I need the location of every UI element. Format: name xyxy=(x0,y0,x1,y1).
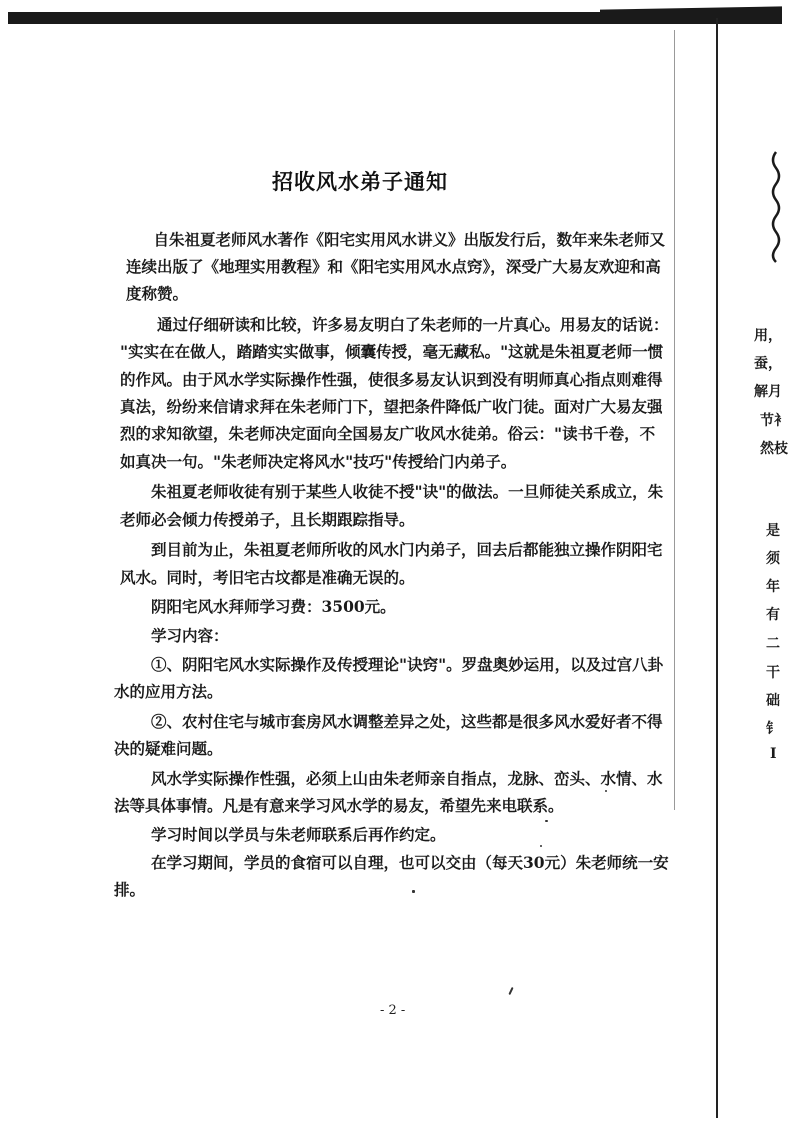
adjacent-char: I xyxy=(770,746,777,762)
adjacent-char: 年 xyxy=(766,579,780,595)
scan-speck xyxy=(545,820,548,822)
text-line: 通过仔细研读和比较，许多易友明白了朱老师的一片真心。用易友的话说： xyxy=(126,315,669,334)
scan-speck xyxy=(540,845,542,847)
text-line: 烈的求知欲望，朱老师决定面向全国易友广收风水徒弟。俗云："读书千卷，不 xyxy=(120,424,656,443)
text-line: 连续出版了《地理实用教程》和《阳宅实用风水点窍》，深受广大易友欢迎和高 xyxy=(126,257,661,276)
text-line: "实实在在做人，踏踏实实做事，倾囊传授，毫无藏私。"这就是朱祖夏老师一惯 xyxy=(120,342,664,361)
text-line: 自朱祖夏老师风水著作《阳宅实用风水讲义》出版发行后，数年来朱老师又 xyxy=(138,230,666,249)
text-line: 在学习期间，学员的食宿可以自理，也可以交由（每天30元）朱老师统一安 xyxy=(120,853,669,872)
text-line: 真法，纷纷来信请求拜在朱老师门下，望把条件降低广收门徒。面对广大易友强 xyxy=(120,397,663,416)
page-title: 招收风水弟子通知 xyxy=(272,170,448,194)
text-line: 度称赞。 xyxy=(126,284,189,303)
text-line: 风水学实际操作性强，必须上山由朱老师亲自指点，龙脉、峦头、水情、水 xyxy=(120,769,663,788)
adjacent-char: 础 xyxy=(766,693,780,709)
adjacent-char: 解月 xyxy=(754,384,782,400)
scan-speck xyxy=(412,890,415,893)
adjacent-char: 干 xyxy=(766,665,780,681)
text-line: 法等具体事情。凡是有意来学习风水学的易友，希望先来电联系。 xyxy=(114,796,564,815)
text-line: ①、阴阳宅风水实际操作及传授理论"诀窍"。罗盘奥妙运用，以及过宫八卦 xyxy=(120,655,664,674)
adjacent-char: 二 xyxy=(766,636,780,652)
text-line: 朱祖夏老师收徒有别于某些人收徒不授"诀"的做法。一旦师徒关系成立，朱 xyxy=(120,482,664,501)
adjacent-page-fragment xyxy=(750,0,788,1122)
adjacent-char: 须 xyxy=(766,551,780,567)
adjacent-char: 蚕， xyxy=(754,356,782,372)
adjacent-char: 钅 xyxy=(766,721,780,737)
adjacent-char: 用， xyxy=(754,328,782,344)
adjacent-char: 节衤 xyxy=(760,413,788,429)
adjacent-char: 然枝 xyxy=(760,441,788,457)
adjacent-char: 有 xyxy=(766,607,780,623)
text-line: 老师必会倾力传授弟子，且长期跟踪指导。 xyxy=(120,510,415,529)
text-line: ②、农村住宅与城市套房风水调整差异之处，这些都是很多风水爱好者不得 xyxy=(120,712,663,731)
text-line: 阴阳宅风水拜师学习费：3500元。 xyxy=(120,597,396,616)
text-line: 的作风。由于风水学实际操作性强，使很多易友认识到没有明师真心指点则难得 xyxy=(120,370,663,389)
adjacent-char: 是 xyxy=(766,523,780,539)
text-line: 学习内容： xyxy=(120,626,229,645)
text-line: 到目前为止，朱祖夏老师所收的风水门内弟子，回去后都能独立操作阴阳宅 xyxy=(120,540,663,559)
text-line: 决的疑难问题。 xyxy=(114,739,223,758)
scan-speck xyxy=(508,987,513,995)
text-line: 如真决一句。"朱老师决定将风水"技巧"传授给门内弟子。 xyxy=(120,452,517,471)
text-line: 水的应用方法。 xyxy=(114,682,223,701)
scan-speck xyxy=(605,790,607,792)
page-fold-line xyxy=(716,18,718,1118)
text-line: 学习时间以学员与朱老师联系后再作约定。 xyxy=(120,825,446,844)
text-line: 排。 xyxy=(114,880,146,899)
text-line: 风水。同时，考旧宅古坟都是准确无误的。 xyxy=(120,568,415,587)
page-fold-shadow xyxy=(674,30,675,810)
page-number: - 2 - xyxy=(380,1003,406,1018)
